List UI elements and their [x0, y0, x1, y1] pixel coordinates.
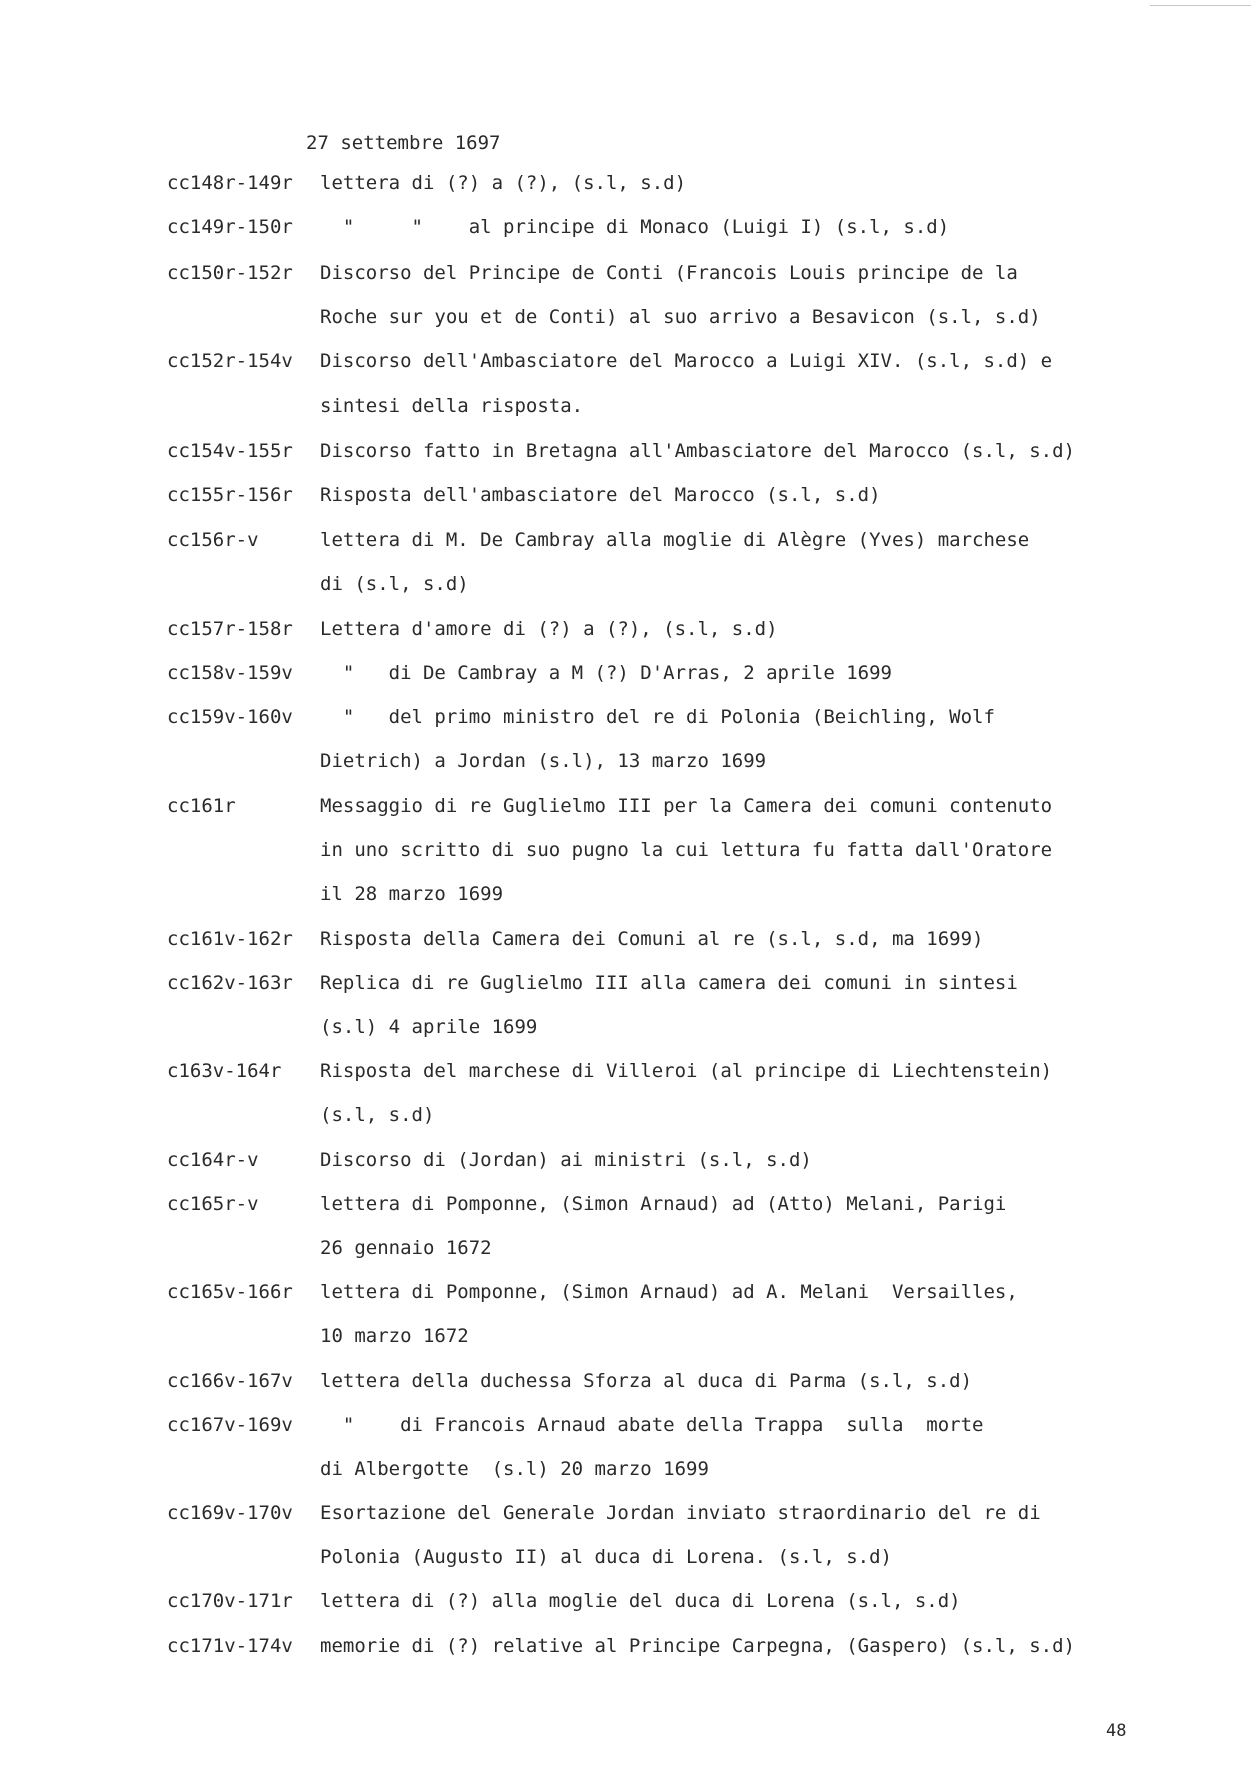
- entry-reference: cc161r: [167, 795, 236, 817]
- entry-text-line: lettera di Pomponne, (Simon Arnaud) ad (Atto) Melani, Parigi: [320, 1193, 1007, 1215]
- entry-text-line: Lettera d'amore di (?) a (?), (s.l, s.d): [320, 618, 778, 640]
- entry-text-line: lettera di (?) a (?), (s.l, s.d): [320, 172, 687, 194]
- page-number: 48: [1106, 1721, 1127, 1741]
- entry-text-line: " del primo ministro del re di Polonia (Beichling, Wolf: [320, 706, 995, 728]
- entry-reference: cc169v-170v: [167, 1502, 293, 1524]
- entry-reference: cc161v-162r: [167, 928, 293, 950]
- entry-reference: cc166v-167v: [167, 1370, 293, 1392]
- entry-text-line: Discorso fatto in Bretagna all'Ambasciatore del Marocco (s.l, s.d): [320, 440, 1075, 462]
- entry-reference: cc150r-152r: [167, 262, 293, 284]
- entry-reference: cc158v-159v: [167, 662, 293, 684]
- entry-text-line: (s.l, s.d): [320, 1104, 435, 1126]
- entry-reference: cc154v-155r: [167, 440, 293, 462]
- entry-text-line: in uno scritto di suo pugno la cui lettura fu fatta dall'Oratore: [320, 839, 1053, 861]
- entry-reference: cc155r-156r: [167, 484, 293, 506]
- entry-text-line: lettera di (?) alla moglie del duca di Lorena (s.l, s.d): [320, 1590, 961, 1612]
- entry-text-line: Dietrich) a Jordan (s.l), 13 marzo 1699: [320, 750, 767, 772]
- entry-reference: cc162v-163r: [167, 972, 293, 994]
- entry-reference: cc164r-v: [167, 1149, 259, 1171]
- entry-text-line: Risposta dell'ambasciatore del Marocco (s.l, s.d): [320, 484, 881, 506]
- entry-reference: cc149r-150r: [167, 216, 293, 238]
- entry-reference: cc157r-158r: [167, 618, 293, 640]
- entry-text-line: di Albergotte (s.l) 20 marzo 1699: [320, 1458, 709, 1480]
- entry-reference: cc170v-171r: [167, 1590, 293, 1612]
- entry-text-line: " " al principe di Monaco (Luigi I) (s.l, s.d): [320, 216, 950, 238]
- entry-text-line: Polonia (Augusto II) al duca di Lorena. (s.l, s.d): [320, 1546, 892, 1568]
- scan-edge-line: [1150, 5, 1251, 6]
- entry-text-line: " di De Cambray a M (?) D'Arras, 2 aprile 1699: [320, 662, 892, 684]
- entry-text-line: Roche sur you et de Conti) al suo arrivo a Besavicon (s.l, s.d): [320, 306, 1041, 328]
- entry-reference: cc171v-174v: [167, 1635, 293, 1657]
- entry-text-line: il 28 marzo 1699: [320, 883, 504, 905]
- entry-reference: c163v-164r: [167, 1060, 282, 1082]
- entry-text-line: " di Francois Arnaud abate della Trappa sulla morte: [320, 1414, 984, 1436]
- entry-reference: cc165r-v: [167, 1193, 259, 1215]
- entry-text-line: di (s.l, s.d): [320, 573, 469, 595]
- entry-text-line: Replica di re Guglielmo III alla camera dei comuni in sintesi: [320, 972, 1018, 994]
- entry-text-line: lettera di Pomponne, (Simon Arnaud) ad A. Melani Versailles,: [320, 1281, 1018, 1303]
- entry-text-line: lettera di M. De Cambray alla moglie di Alègre (Yves) marchese: [320, 529, 1030, 551]
- entry-text-line: (s.l) 4 aprile 1699: [320, 1016, 538, 1038]
- entry-text-line: Esortazione del Generale Jordan inviato straordinario del re di: [320, 1502, 1041, 1524]
- entry-text-line: memorie di (?) relative al Principe Carpegna, (Gaspero) (s.l, s.d): [320, 1635, 1075, 1657]
- entry-text-line: Messaggio di re Guglielmo III per la Camera dei comuni contenuto: [320, 795, 1053, 817]
- entry-reference: cc148r-149r: [167, 172, 293, 194]
- entry-text-line: Discorso dell'Ambasciatore del Marocco a Luigi XIV. (s.l, s.d) e: [320, 350, 1053, 372]
- entry-text-line: 10 marzo 1672: [320, 1325, 469, 1347]
- entry-reference: cc152r-154v: [167, 350, 293, 372]
- entry-reference: cc156r-v: [167, 529, 259, 551]
- entry-text-line: lettera della duchessa Sforza al duca di Parma (s.l, s.d): [320, 1370, 973, 1392]
- entry-text-line: Risposta del marchese di Villeroi (al principe di Liechtenstein): [320, 1060, 1053, 1082]
- entry-text-line: Discorso di (Jordan) ai ministri (s.l, s.d): [320, 1149, 812, 1171]
- entry-text-line: 26 gennaio 1672: [320, 1237, 492, 1259]
- entry-text-line: sintesi della risposta.: [320, 395, 584, 417]
- entry-reference: cc167v-169v: [167, 1414, 293, 1436]
- header-date: 27 settembre 1697: [306, 132, 501, 154]
- entry-reference: cc159v-160v: [167, 706, 293, 728]
- entry-text-line: Risposta della Camera dei Comuni al re (s.l, s.d, ma 1699): [320, 928, 984, 950]
- entry-text-line: Discorso del Principe de Conti (Francois Louis principe de la: [320, 262, 1018, 284]
- entry-reference: cc165v-166r: [167, 1281, 293, 1303]
